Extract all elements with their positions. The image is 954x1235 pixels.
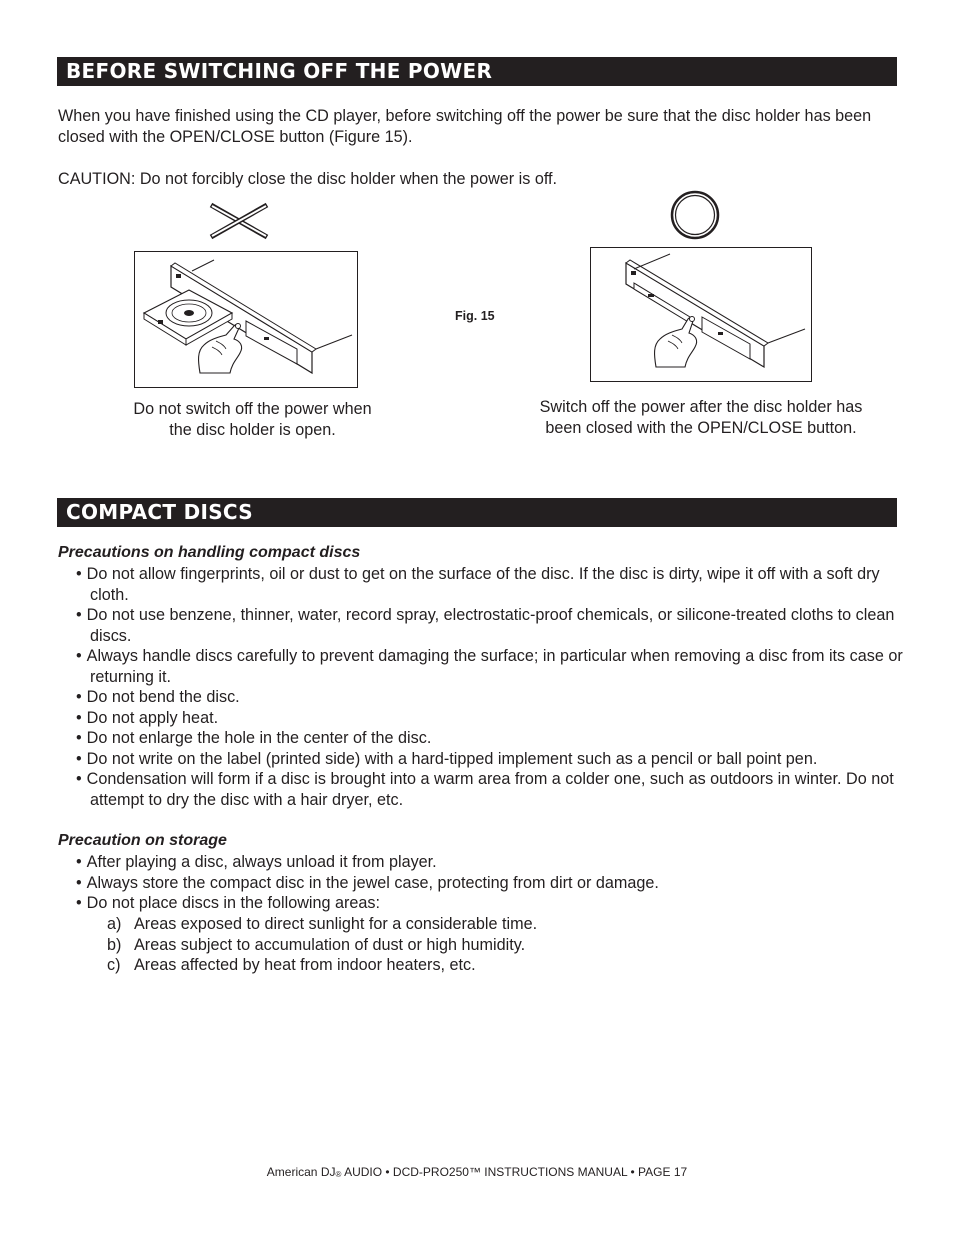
handling-heading: Precautions on handling compact discs — [58, 544, 361, 561]
list-marker: a) — [107, 915, 122, 933]
footer-registered-mark: ® — [335, 1170, 342, 1179]
power-instruction-paragraph: When you have finished using the CD player, before switching off the power be sure that the disc holder has been closed with the OPEN/CLOSE button (Figure 15). — [58, 107, 872, 146]
list-item: • Do not apply heat. — [75, 708, 905, 729]
list-item-text: Areas exposed to direct sunlight for a considerable time. — [134, 915, 538, 933]
list-item: • Do not use benzene, thinner, water, record spray, electrostatic-proof chemicals, or silicone-treated cloths to clean discs. — [75, 605, 905, 646]
list-item — [107, 935, 537, 956]
list-item: • Do not place discs in the following areas: — [75, 893, 905, 914]
handling-list — [75, 564, 905, 810]
list-item: • Condensation will form if a disc is brought into a warm area from a colder one, such as outdoors in winter. Do not attempt to dry the disc with a hair dryer, etc. — [75, 769, 905, 810]
list-marker: c) — [107, 956, 121, 974]
left-caption-line-1: Do not switch off the power when — [133, 400, 372, 418]
left-caption-line-2: the disc holder is open. — [169, 420, 336, 439]
page-footer — [0, 1165, 954, 1179]
list-item: • Always handle discs carefully to prevent damaging the surface; in particular when removing a disc from its case or returning it. — [75, 646, 905, 687]
closed-tray-illustration — [590, 247, 812, 382]
list-item: • Do not write on the label (printed side) with a hard-tipped implement such as a pencil or ball point pen. — [75, 749, 905, 770]
caution-text: CAUTION: Do not forcibly close the disc holder when the power is off. — [58, 170, 558, 188]
list-item — [107, 914, 537, 935]
section-header-compact-discs: COMPACT DISCS — [57, 498, 897, 527]
storage-list — [75, 852, 905, 914]
right-caption-line-2: been closed with the OPEN/CLOSE button. — [545, 418, 857, 437]
list-item — [107, 955, 537, 976]
section-header-power: BEFORE SWITCHING OFF THE POWER — [57, 57, 897, 86]
list-marker: b) — [107, 935, 122, 954]
left-figure-caption — [100, 399, 405, 440]
right-caption-line-1: Switch off the power after the disc holder has — [539, 398, 863, 416]
list-item: • Do not allow fingerprints, oil or dust to get on the surface of the disc. If the disc is dirty, wipe it off with a soft dry cloth. — [75, 564, 905, 605]
storage-heading: Precaution on storage — [58, 832, 227, 849]
footer-text: AUDIO • DCD-PRO250™ INSTRUCTIONS MANUAL • PAGE 17 — [341, 1165, 688, 1179]
list-item: • After playing a disc, always unload it from player. — [75, 852, 905, 873]
storage-areas-list — [107, 914, 537, 976]
list-item: • Do not bend the disc. — [75, 687, 905, 708]
figure-label: Fig. 15 — [455, 309, 495, 323]
list-item: • Always store the compact disc in the jewel case, protecting from dirt or damage. — [75, 873, 905, 894]
x-mark-icon — [209, 203, 269, 239]
footer-brand: American DJ — [266, 1165, 336, 1179]
list-item: • Do not enlarge the hole in the center of the disc. — [75, 728, 905, 749]
right-figure-caption — [500, 397, 902, 438]
list-item-text: Areas affected by heat from indoor heaters, etc. — [134, 956, 476, 974]
circle-mark-icon — [669, 189, 721, 241]
list-item-text: Areas subject to accumulation of dust or high humidity. — [134, 935, 526, 954]
open-tray-illustration — [134, 251, 358, 388]
